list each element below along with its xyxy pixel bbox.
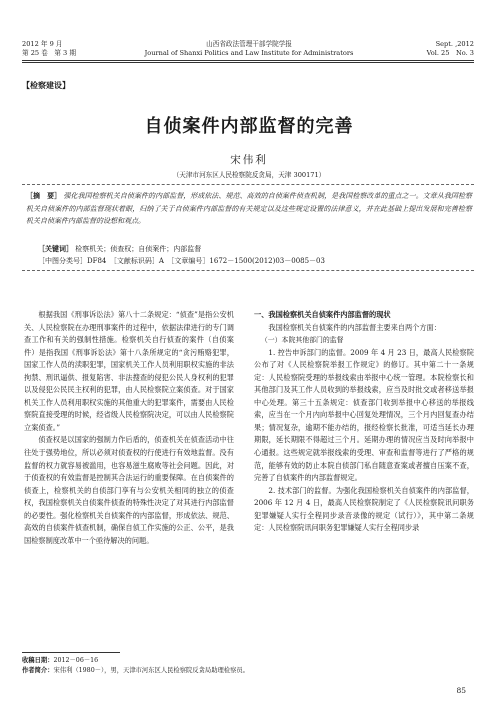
header-issue-date: 2012 年 9 月 — [22, 40, 63, 48]
header-volume-issue-en: Vol. 25 No. 3 — [426, 49, 474, 57]
right-column — [254, 309, 474, 535]
abstract — [26, 190, 472, 228]
received-date: 2012－06－16 — [53, 657, 99, 664]
body-paragraph: 侦查权是以国家的强制力作后盾的，侦查机关在侦查活动中往往处于强势地位，所以必须对侦查权的行使进行有效地监督。没有监督的权力就容易被滥用，也容易滋生腐败等社会问题。因此，对于侦查权的有效监督是控制其合法运行的重要保障。在自侦案件的侦查上，检察机关的自侦部门享有与公安机关相同的独立的侦查权，我国检察机关自侦案件侦查的特殊性决定了对其进行内部监督的必要性。强化检察机关自侦案件的内部监督，形成依法、规范、高效的自侦案件侦查机制，确保自侦工作实施的公正、公平，是我国检察制度改革中一个亟待解决的问题。 — [24, 435, 234, 545]
article-author: 宋伟利 — [230, 154, 268, 166]
header-journal-name-en: Journal of Shanxi Politics and Law Institute for Administrators — [144, 49, 354, 57]
article-affiliation: （天津市河东区人民检察院反贪局，天津 300171） — [172, 171, 326, 179]
header-journal-name: 山西省政法管理干部学院学报 — [206, 40, 292, 48]
author-info: 宋伟利（1980－），男，天津市河东区人民检察院反贪局助理检察员。 — [53, 667, 249, 674]
header-rule-thin — [22, 62, 474, 63]
author-info-label: 作者简介： — [22, 667, 54, 674]
article-title: 自侦案件内部监督的完善 — [144, 116, 354, 137]
abstract-rule-bottom — [22, 270, 474, 271]
received-label: 收稿日期： — [22, 657, 54, 664]
header-volume-issue: 第 25 卷 第 3 期 — [22, 49, 76, 57]
body-paragraph: 我国检察机关自侦案件的内部监督主要来自两个方面： — [268, 322, 441, 332]
abstract-label: ［摘 要］ — [26, 191, 62, 200]
keywords-line — [38, 243, 468, 255]
keywords-text: 检察机关；侦查权；自侦案件；内部监督 — [75, 245, 202, 253]
section-heading: 一、我国检察机关自侦案件内部监督的现状 — [254, 310, 391, 319]
footnote-rule — [22, 652, 120, 653]
abstract-text: 强化我国检察机关自侦案件的内部监督，形成依法、规范、高效的自侦案件侦查机制，是我国检察改革的重点之一。文章从我国检察机关自侦案件的内部监督现状着眼，归纳了关于自侦案件内部监督的有关规定以及这些规定设置的法律意义，并在此基础上提出发展和完善检察机关自侦案件内部监督的设想和观点。 — [26, 192, 473, 226]
body-paragraph: 根据我国《刑事诉讼法》第八十二条规定：“侦查”是指公安机关、人民检察院在办理刑事案件的过程中，依据法律进行的专门调查工作和有关的强制性措施。检察机关自行侦查的案件（自侦案件）是指我国《刑事诉讼法》第十八条所规定的“贪污贿赂犯罪，国家工作人员的渎职犯罪，国家机关工作人员利用职权实施的非法拘禁、刑讯逼供、报复陷害、非法搜查的侵犯公民人身权利的犯罪以及侵犯公民民主权利的犯罪，由人民检察院立案侦查。对于国家机关工作人员利用职权实施的其他重大的犯罪案件，需要由人民检察院直接受理的时候，经省级人民检察院决定，可以由人民检察院立案侦查。” — [24, 310, 234, 432]
footnote-received — [22, 656, 98, 666]
keywords-label: ［关键词］ — [38, 244, 73, 253]
left-column — [24, 309, 234, 547]
abstract-rule-top — [22, 184, 474, 185]
body-paragraph: 2. 技术部门的监督。为强化我国检察机关自侦案件的内部监督，2006 年 12 月 4 日，最高人民检察院制定了《人民检察院讯问职务犯罪嫌疑人实行全程同步录音录像的规定（试行）》，其中第二条规定：人民检察院讯问职务犯罪嫌疑人实行全程同步录 — [254, 485, 474, 533]
section-tag: 【检察建设】 — [22, 80, 70, 90]
header-issue-date-en: Sept. ,2012 — [435, 40, 474, 48]
footnote-author — [22, 666, 249, 676]
subsection-heading: （一）本院其他部门的监督 — [260, 336, 344, 345]
page-number: 85 — [456, 686, 466, 695]
header-rule — [22, 60, 474, 61]
body-paragraph: 1. 控告申诉部门的监督。2009 年 4 月 23 日，最高人民检察院公布了对《人民检察院举报工作规定》的修订。其中第二十一条规定：人民检察院受理的举报线索由举报中心统一管理。本院检察长和其他部门及其工作人员收到的举报线索，应当及时批交或者移送举报中心处理。第三十五条规定：侦查部门收到举报中心移送的举报线索，应当在一个月内向举报中心回复处理情况，三个月内回复查办结果；情况复杂，逾期不能办结的，报经检察长批准，可适当延长办理期限，延长期限不得超过三个月。延期办理的情况应当及时向举报中心通报。这些规定就举报线索的受理、审查和监督等进行了严格的规范，能够有效的防止本院自侦部门私自随意查案或者擅自压案不查，完善了自侦案件的内部监督规定。 — [254, 347, 474, 483]
classification-line: ［中图分类号］DF84 ［文献标识码］A ［文章编号］1672－1500(2012)03－0085－03 — [38, 257, 325, 265]
